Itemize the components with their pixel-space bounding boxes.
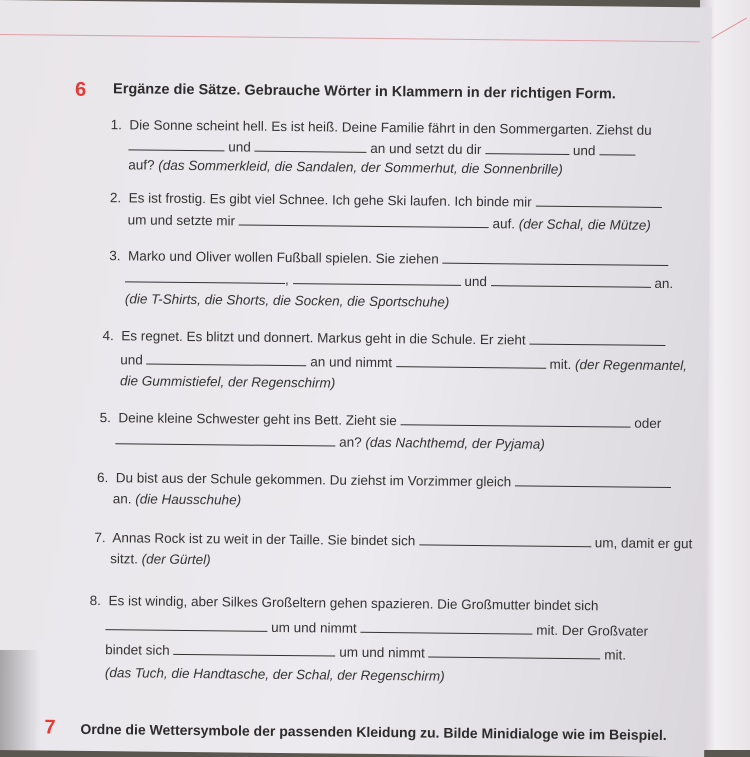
item-4-line-2: und an und nimmt mit. (der Regenmantel,	[120, 352, 687, 374]
blank[interactable]	[491, 273, 651, 288]
item-4-line-1: 4. Es regnet. Es blitzt und donnert. Markus geht in die Schule. Er zieht	[102, 327, 665, 349]
exercise-title: Ergänze die Sätze. Gebrauche Wörter in Klammern in der richtigen Form.	[112, 81, 616, 103]
blank[interactable]	[599, 142, 635, 155]
item-5-line-2: an? (das Nachthemd, der Pyjama)	[115, 431, 545, 451]
blank[interactable]	[293, 271, 461, 286]
item-2-line-1: 2. Es ist frostig. Es gibt viel Schnee. Ich gehe Ski laufen. Ich binde mir	[110, 189, 662, 211]
blank[interactable]	[254, 139, 366, 153]
item-8-hint: (das Tuch, die Handtasche, der Schal, der Regenschirm)	[104, 665, 445, 684]
blank[interactable]	[515, 473, 671, 488]
item-1-line-1: 1. Die Sonne scheint hell. Es ist heiß. Deine Familie fährt in den Sommergarten. Ziehst du	[110, 117, 652, 138]
item-3-line-1: 3. Marko und Oliver wollen Fußball spielen. Sie ziehen	[109, 247, 668, 269]
finger-shadow	[0, 650, 40, 750]
blank[interactable]	[115, 431, 335, 446]
item-1-line-2: und an und setzt du dir und	[128, 137, 635, 158]
blank[interactable]	[146, 352, 306, 367]
exercise-number: 6	[74, 78, 87, 101]
blank[interactable]	[239, 213, 489, 229]
item-2-line-2: um und setzte mir auf. (der Schal, die Mütze)	[127, 212, 651, 233]
item-1-line-3: auf? (das Sommerkleid, die Sandalen, der Sommerhut, die Sonnenbrille)	[128, 157, 563, 177]
item-5-line-1: 5. Deine kleine Schwester geht ins Bett. Zieht sie oder	[99, 410, 662, 431]
item-6-line-2: an. (die Hausschuhe)	[112, 491, 242, 508]
item-6-line-1: 6. Du bist aus der Schule gekommen. Du ziehst im Vorzimmer gleich	[97, 469, 671, 491]
blank[interactable]	[535, 194, 661, 208]
blank[interactable]	[105, 617, 267, 632]
blank[interactable]	[429, 645, 601, 660]
item-8-line-3: bindet sich um und nimmt mit.	[105, 642, 627, 663]
blank[interactable]	[396, 354, 546, 369]
blank[interactable]	[401, 412, 631, 427]
blank[interactable]	[529, 332, 665, 346]
blank[interactable]	[485, 141, 569, 155]
blank[interactable]	[419, 532, 591, 547]
item-3-hint: (die T-Shirts, die Shorts, die Socken, die Sportschuhe)	[124, 291, 450, 310]
exercise-7-title: Ordne die Wettersymbole der passenden Kleidung zu. Bilde Minidialoge wie im Beispiel.	[80, 720, 667, 744]
item-8-line-2: um und nimmt mit. Der Großvater	[105, 617, 648, 639]
exercise-7-number: 7	[44, 716, 56, 739]
item-7-line-2: sitzt. (der Gürtel)	[110, 551, 211, 568]
item-8-line-1: 8. Es ist windig, aber Silkes Großeltern gehen spazieren. Die Großmutter bindet sich	[89, 592, 599, 614]
blank[interactable]	[125, 269, 285, 284]
item-4-hint: die Gummistiefel, der Regenschirm)	[119, 373, 336, 391]
item-7-line-1: 7. Annas Rock ist zu weit in der Taille. Sie bindet sich um, damit er gut	[94, 530, 693, 552]
blank[interactable]	[128, 137, 224, 151]
item-3-line-2: , und an.	[125, 269, 673, 291]
blank[interactable]	[442, 251, 668, 266]
blank[interactable]	[173, 642, 335, 657]
blank[interactable]	[360, 620, 532, 635]
red-rule	[0, 34, 700, 42]
